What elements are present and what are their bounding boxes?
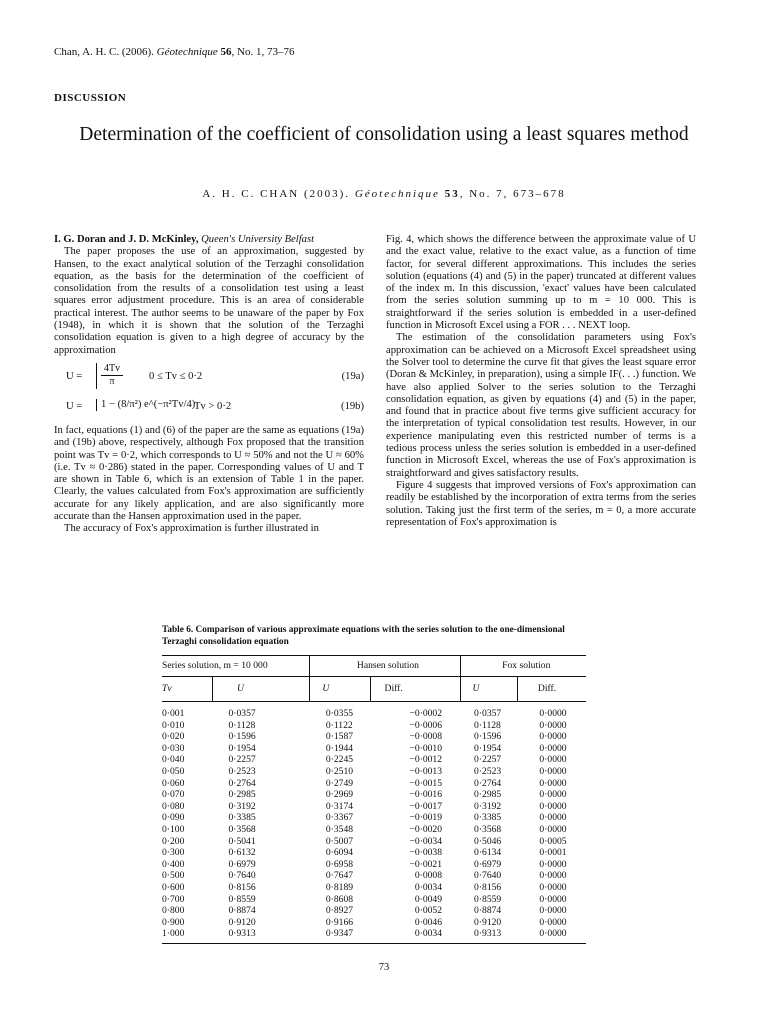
- table-cell: 0·5007: [325, 835, 354, 847]
- table-row: [162, 905, 586, 917]
- table-cell: 0·060: [162, 777, 185, 789]
- table-group-header: Series solution, m = 10 000 Hansen solution Fox solution: [162, 656, 586, 677]
- paper-title: Determination of the coefficient of consolidation using a least squares method: [79, 124, 689, 145]
- table-row: [162, 859, 586, 871]
- page-number: 73: [378, 962, 390, 973]
- table-row: [162, 743, 586, 755]
- table-row: [162, 720, 586, 732]
- table-cell: 0·3192: [474, 800, 502, 812]
- table-cell: 0·0034: [414, 881, 443, 893]
- table-row: [162, 812, 586, 824]
- table-cell: 0·0000: [539, 870, 567, 882]
- table-cell: 0·8874: [228, 905, 256, 917]
- table-cell: 0·090: [162, 812, 185, 824]
- table-cell: 0·030: [162, 742, 185, 754]
- table-cell: 1·000: [162, 928, 212, 943]
- table-row: [162, 824, 586, 836]
- table-row: [162, 731, 586, 743]
- table-cell: −0·0012: [409, 754, 443, 766]
- table-cell: 0·800: [162, 905, 185, 917]
- table-row: [162, 836, 586, 848]
- table-cell: 0·7640: [228, 870, 256, 882]
- table-cell: 0·5041: [228, 835, 256, 847]
- table-cell: 0·3385: [228, 812, 256, 824]
- table-cell: −0·0008: [409, 731, 443, 743]
- table-cell: 0·6979: [228, 858, 256, 870]
- table-row: [162, 801, 586, 813]
- table-cell: 0·8156: [228, 881, 256, 893]
- table-cell: 0·0000: [539, 881, 567, 893]
- table-cell: 0·8608: [325, 893, 354, 905]
- table-cell: 0·0001: [539, 847, 567, 859]
- paragraph: Figure 4 suggests that improved versions of Fox's approximation can readily be established by the incorporation of extra terms from the series solution. Taking just the first term of the series, m = 0, a more accurate representation of Fox's approximation is: [386, 479, 696, 528]
- original-citation: A. H. C. CHAN (2003). Géotechnique 53, No. 7, 673–678: [202, 188, 566, 200]
- table-cell: 0·7640: [474, 870, 502, 882]
- table-cell: 0·2257: [474, 754, 502, 766]
- table-cell: 0·9313: [460, 928, 517, 943]
- table-cell: 0·8927: [325, 905, 354, 917]
- table-cell: 0·8559: [228, 893, 256, 905]
- table-cell: −0·0010: [409, 742, 443, 754]
- table-cell: 0·2985: [474, 789, 502, 801]
- table-cell: 0·1954: [228, 742, 256, 754]
- table-cell: 0·0357: [474, 708, 502, 719]
- table-row: [162, 708, 586, 720]
- section-heading: DISCUSSION: [54, 92, 127, 104]
- table-row: [162, 894, 586, 906]
- table-cell: 0·0000: [539, 812, 567, 824]
- paragraph: Fig. 4, which shows the difference between the approximate value of U and the exact value, relative to the exact value, as a function of time factor, for several different approximations. This includes the series solution (equations (4) and (5) in the paper) truncated at different values of the index m. In this discussion, 'exact' values have been calculated from the series solution summing up to m = 10 000. This is straightforward if the series solution is embedded in a user-defined function in Microsoft Excel using a FOR . . . NEXT loop.: [386, 234, 696, 332]
- table-cell: 0·2523: [228, 765, 256, 777]
- table-cell: 0·100: [162, 823, 185, 835]
- table-cell: 0·9166: [325, 916, 354, 928]
- table-cell: 0·3367: [325, 812, 354, 824]
- table-cell: 0·0357: [228, 708, 256, 719]
- table-row: [162, 928, 586, 943]
- paragraph: The paper proposes the use of an approximation, suggested by Hansen, to the exact analytical solution of the Terzaghi consolidation equation, as the basis for the determination of the coefficient of consolidation from the results of a consolidation test using a least squares error adjustment procedure. This is an area of considerable practical interest. The author seems to be unaware of the paper by Fox (1948), in which it is shown that the solution of the Terzaghi consolidation equation is given to a high degree of accuracy by the approximation: [54, 246, 364, 356]
- table-cell: 0·0034: [370, 928, 460, 943]
- table-cell: 0·010: [162, 719, 185, 731]
- table-cell: 0·0000: [539, 789, 567, 801]
- comparison-table: [162, 655, 586, 944]
- table-cell: 0·5046: [474, 835, 502, 847]
- table-cell: 0·2764: [228, 777, 256, 789]
- table-cell: 0·9347: [310, 928, 370, 943]
- paragraph: The estimation of the consolidation parameters using Fox's approximation can be achieved on a Microsoft Excel spreadsheet using the Solver tool to determine the curve fit that gives the least square error (Doran & McKinley, in preparation), using a simple IF(. . .) function. We have also applied Solver to the series solution to the Terzaghi consolidation equation, as given by equations (4) and (5) in the paper, and found that in practice about five terms give sufficient accuracy for the interpretation of typical consolidation test results. However, in our experience manipulating even this restricted number of terms is a tedious process unless the series solution is embedded in a user-defined function in Microsoft Excel, whereas the use of Fox's approximation is straightforward and gives satisfactory results.: [386, 332, 696, 479]
- table-cell: −0·0021: [409, 858, 443, 870]
- table-cell: 0·0000: [539, 765, 567, 777]
- table-cell: 0·2985: [228, 789, 256, 801]
- table-cell: 0·3568: [228, 823, 256, 835]
- table-cell: −0·0038: [409, 847, 443, 859]
- table-cell: 0·0000: [539, 823, 567, 835]
- table-cell: 0·040: [162, 754, 185, 766]
- table-cell: −0·0020: [409, 823, 443, 835]
- equation-19a: U = $\frac{4Tv}{\pi}$ 0 ≤ Tv ≤ 0·2 (19a): [66, 362, 364, 388]
- table-row: [162, 778, 586, 790]
- table-cell: 0·020: [162, 731, 185, 743]
- table-cell: 0·0000: [539, 708, 567, 719]
- authors-line: I. G. Doran and J. D. McKinley, Queen's University Belfast: [54, 234, 315, 245]
- table-cell: 0·0008: [414, 870, 443, 882]
- table-cell: 0·0000: [539, 742, 567, 754]
- table-cell: 0·2764: [474, 777, 502, 789]
- table-cell: 0·6132: [228, 847, 256, 859]
- paragraph: The accuracy of Fox's approximation is further illustrated in: [64, 523, 319, 535]
- table-cell: 0·1596: [474, 731, 502, 743]
- table-cell: 0·0046: [414, 916, 443, 928]
- table-cell: 0·0000: [539, 719, 567, 731]
- table-cell: 0·300: [162, 847, 185, 859]
- table-cell: 0·2523: [474, 765, 502, 777]
- table-cell: 0·8156: [474, 881, 502, 893]
- table-cell: 0·1596: [228, 731, 256, 743]
- table-caption: Table 6. Comparison of various approximate equations with the series solution to the one-dimensional Terzaghi consolidation equation: [162, 625, 565, 647]
- table-cell: 0·7647: [325, 870, 354, 882]
- table-cell: 0·001: [162, 708, 185, 719]
- table-cell: 0·0000: [539, 800, 567, 812]
- table-cell: 0·1128: [228, 719, 256, 731]
- equation-19b: U = 1 − (8/π²) e^(−π²Tv/4) Tv > 0·2 (19b): [66, 398, 364, 412]
- table-cell: 0·3548: [325, 823, 354, 835]
- table-cell: 0·0052: [414, 905, 443, 917]
- table-cell: −0·0016: [409, 789, 443, 801]
- table-cell: 0·6134: [474, 847, 502, 859]
- table-cell: 0·1944: [325, 742, 354, 754]
- table-cell: 0·1587: [325, 731, 354, 743]
- table-cell: 0·0000: [539, 731, 567, 743]
- table-row: [162, 847, 586, 859]
- table-cell: −0·0019: [409, 812, 443, 824]
- table-cell: 0·3174: [325, 800, 354, 812]
- right-column: [386, 234, 696, 529]
- table-row: [162, 917, 586, 929]
- table-cell: 0·400: [162, 858, 185, 870]
- table-cell: 0·6094: [325, 847, 354, 859]
- table-cell: −0·0015: [409, 777, 443, 789]
- table-cell: 0·1954: [474, 742, 502, 754]
- table-cell: 0·3568: [474, 823, 502, 835]
- table-cell: 0·0000: [539, 916, 567, 928]
- table-cell: −0·0002: [409, 708, 443, 719]
- left-column: [54, 234, 364, 536]
- paragraph: In fact, equations (1) and (6) of the paper are the same as equations (19a) and (19b) above, respectively, although Fox proposed that the transition point was Tv = 0·2, which corresponds to U ≈ 50% and not the U ≈ 60% (i.e. Tv ≈ 0·286) stated in the paper. Corresponding values of U and T are shown in Table 6, which is an extension of Table 1 in the paper. Clearly, the values calculated from Fox's approximation are sufficiently accurate for any likely application, and are also significantly more accurate than the Hansen approximation used in the paper.: [54, 424, 364, 523]
- table-cell: 0·0000: [539, 893, 567, 905]
- table-cell: −0·0013: [409, 765, 443, 777]
- table-cell: −0·0017: [409, 800, 443, 812]
- table-cell: 0·3192: [228, 800, 256, 812]
- table-cell: 0·2257: [228, 754, 256, 766]
- table-cell: 0·9120: [474, 916, 502, 928]
- table-cell: 0·500: [162, 870, 185, 882]
- table-row: [162, 789, 586, 801]
- table-cell: 0·6958: [325, 858, 354, 870]
- table-cell: 0·8189: [325, 881, 354, 893]
- table-row: [162, 870, 586, 882]
- table-column-header: Tv U U Diff. U Diff.: [162, 677, 586, 702]
- table-cell: 0·900: [162, 916, 185, 928]
- table-cell: 0·0000: [539, 777, 567, 789]
- table-cell: 0·050: [162, 765, 185, 777]
- table-cell: 0·0000: [539, 754, 567, 766]
- table-cell: 0·2245: [325, 754, 354, 766]
- table-cell: 0·080: [162, 800, 185, 812]
- table-cell: 0·2749: [325, 777, 354, 789]
- table-cell: 0·700: [162, 893, 185, 905]
- table-cell: 0·0005: [539, 835, 567, 847]
- table-cell: 0·0355: [325, 708, 354, 719]
- table-cell: 0·6979: [474, 858, 502, 870]
- table-cell: 0·9120: [228, 916, 256, 928]
- table-cell: 0·8874: [474, 905, 502, 917]
- table-cell: 0·200: [162, 835, 185, 847]
- table-cell: 0·0049: [414, 893, 443, 905]
- citation-line: Chan, A. H. C. (2006). Géotechnique 56, No. 1, 73–76: [54, 46, 295, 58]
- table-cell: 0·2969: [325, 789, 354, 801]
- table-cell: 0·9313: [212, 928, 309, 943]
- table-cell: −0·0034: [409, 835, 443, 847]
- table-cell: 0·8559: [474, 893, 502, 905]
- table-cell: 0·600: [162, 881, 185, 893]
- table-cell: 0·070: [162, 789, 185, 801]
- table-cell: 0·3385: [474, 812, 502, 824]
- table-cell: 0·2510: [325, 765, 354, 777]
- table-row: [162, 766, 586, 778]
- table-cell: 0·0000: [517, 928, 586, 943]
- table-cell: 0·0000: [539, 905, 567, 917]
- table-row: [162, 882, 586, 894]
- table-row: [162, 754, 586, 766]
- table-cell: 0·0000: [539, 858, 567, 870]
- table-cell: 0·1128: [474, 719, 501, 731]
- table-cell: −0·0006: [409, 719, 443, 731]
- table-cell: 0·1122: [325, 719, 353, 731]
